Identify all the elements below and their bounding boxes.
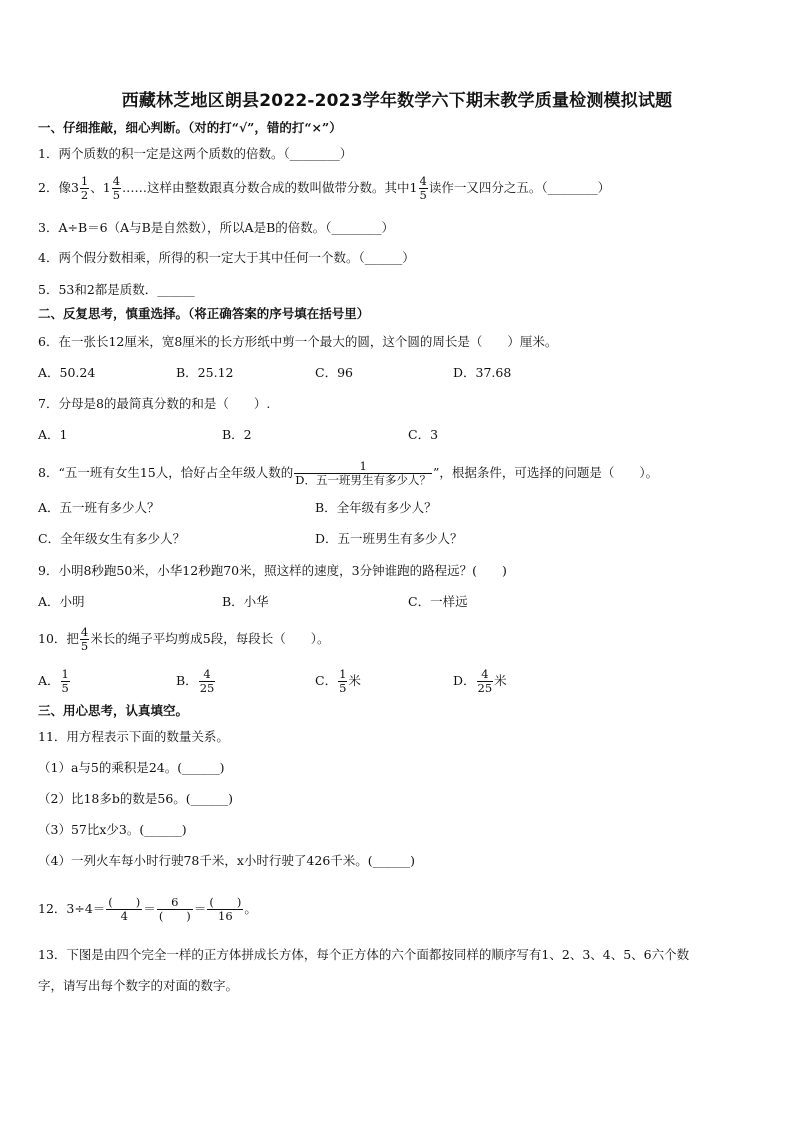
q2-whole-2: 1 — [102, 180, 111, 195]
q2-num-3: 4 — [419, 174, 427, 188]
q10-c-den: 5 — [339, 681, 347, 695]
q2-whole-3: 1 — [409, 180, 418, 195]
q11-part-3: （3）57比x少3。(______) — [38, 822, 187, 837]
q10-option-c — [315, 668, 361, 695]
q6-option-a: A．50.24 — [38, 365, 96, 380]
q7-option-c: C．3 — [408, 427, 439, 442]
q10-option-c-unit: 米 — [348, 673, 361, 688]
question-9: 9．小明8秒跑50米，小华12秒跑70米，照这样的速度，3分钟谁跑的路程远？( ) — [38, 563, 507, 578]
q2-fraction-2 — [112, 175, 121, 202]
q10-suffix: 米长的绳子平均剪成5段，每段长（ ）。 — [90, 631, 330, 646]
q12-f2-num: 6 — [171, 895, 179, 909]
question-10 — [38, 626, 329, 653]
q2-num-1: 1 — [80, 174, 89, 188]
q12-f3-den: 16 — [207, 909, 243, 923]
q8-fraction — [294, 460, 432, 487]
question-4: 4．两个假分数相乘，所得的积一定大于其中任何一个数。（______） — [38, 250, 415, 265]
question-5: 5．53和2都是质数．______ — [38, 282, 195, 297]
q10-option-a-label: A． — [38, 673, 60, 688]
q12-f2-den: ( ) — [157, 909, 193, 923]
q8-den: D．五一班男生有多少人？ — [295, 473, 431, 487]
q9-option-b: B．小华 — [222, 594, 269, 609]
q2-den-2: 5 — [112, 188, 121, 202]
q8-option-d: D．五一班男生有多少人？ — [315, 531, 463, 546]
question-2 — [38, 175, 610, 202]
q9-option-a: A．小明 — [38, 594, 85, 609]
q10-option-b — [176, 668, 216, 695]
q2-den-1: 2 — [80, 188, 89, 202]
q10-den: 5 — [80, 639, 89, 653]
q8-prefix: 8．“五一班有女生15人，恰好占全年级人数的 — [38, 465, 294, 480]
q8-num: 1 — [359, 459, 367, 473]
q10-option-c-fraction — [338, 668, 347, 695]
q11-part-2: （2）比18多b的数是56。(______) — [38, 791, 234, 806]
q12-fraction-1 — [106, 896, 142, 923]
q10-option-b-label: B． — [176, 673, 198, 688]
q10-prefix: 10．把 — [38, 631, 79, 646]
q10-option-a-fraction — [61, 668, 70, 695]
q12-equals-2: ＝ — [193, 901, 207, 916]
q2-mid: ……这样由整数跟真分数合成的数叫做带分数。其中 — [122, 180, 410, 195]
q2-fraction-1 — [80, 175, 89, 202]
section-3-heading: 三、用心思考，认真填空。 — [38, 703, 189, 718]
q2-den-3: 5 — [419, 188, 427, 202]
q2-num-2: 4 — [112, 174, 121, 188]
q10-d-den: 25 — [477, 681, 493, 695]
page-title: 西藏林芝地区朗县2022-2023学年数学六下期末教学质量检测模拟试题 — [121, 91, 673, 111]
q10-fraction — [80, 626, 89, 653]
q11-part-1: （1）a与5的乘积是24。(______) — [38, 760, 225, 775]
q7-option-a: A．1 — [38, 427, 68, 442]
question-13-line-2: 字，请写出每个数字的对面的数字。 — [38, 978, 239, 993]
question-1: 1．两个质数的积一定是这两个质数的倍数。（________） — [38, 146, 353, 161]
q7-option-b: B．2 — [222, 427, 252, 442]
q10-option-d-unit: 米 — [494, 673, 507, 688]
q10-option-d-fraction — [477, 668, 494, 695]
q8-option-c: C．全年级女生有多少人？ — [38, 531, 186, 546]
q10-c-num: 1 — [339, 667, 347, 681]
question-8 — [38, 460, 658, 487]
q8-option-b: B．全年级有多少人？ — [315, 500, 437, 515]
q8-suffix: ”，根据条件，可选择的问题是（ ）。 — [432, 465, 659, 480]
q2-prefix: 2．像 — [38, 180, 71, 195]
q10-d-num: 4 — [481, 667, 489, 681]
q2-whole-1: 3 — [70, 180, 79, 195]
q10-option-c-label: C． — [315, 673, 338, 688]
q10-b-den: 25 — [199, 681, 215, 695]
q12-f1-den: 4 — [106, 909, 142, 923]
q10-option-b-fraction — [199, 668, 216, 695]
question-11: 11．用方程表示下面的数量关系。 — [38, 729, 229, 744]
question-12 — [38, 896, 257, 923]
q12-end: 。 — [244, 901, 257, 916]
q12-prefix: 12．3÷4＝ — [38, 901, 106, 916]
q6-option-d: D．37.68 — [453, 365, 512, 380]
question-3: 3．A÷B＝6（A与B是自然数），所以A是B的倍数。（________） — [38, 220, 395, 235]
q2-suffix: 读作一又四分之五。（________） — [428, 180, 611, 195]
q6-option-b: B．25.12 — [176, 365, 234, 380]
q9-option-c: C．一样远 — [408, 594, 468, 609]
q12-fraction-2 — [157, 896, 193, 923]
q12-equals-1: ＝ — [143, 901, 156, 916]
q6-option-c: C．96 — [315, 365, 353, 380]
question-6: 6．在一张长12厘米，宽8厘米的长方形纸中剪一个最大的圆，这个圆的周长是（ ）厘米。 — [38, 334, 558, 349]
question-13-line-1: 13．下图是由四个完全一样的正方体拼成长方体，每个正方体的六个面都按同样的顺序写有1、2、3、4、5、6六个数 — [38, 947, 690, 962]
q2-fraction-3 — [419, 175, 428, 202]
q10-a-den: 5 — [61, 681, 69, 695]
q12-f1-num: ( ) — [108, 895, 141, 909]
q10-num: 4 — [80, 625, 89, 639]
q2-sep: 、 — [90, 180, 103, 195]
q10-b-num: 4 — [203, 667, 211, 681]
q12-fraction-3 — [207, 896, 243, 923]
q10-option-d — [453, 668, 507, 695]
question-7: 7．分母是8的最简真分数的和是（ ）. — [38, 396, 271, 411]
q10-option-d-label: D． — [453, 673, 476, 688]
q10-option-a — [38, 668, 71, 695]
section-1-heading: 一、仔细推敲，细心判断。（对的打“√”，错的打“×”） — [38, 120, 342, 135]
section-2-heading: 二、反复思考，慎重选择。（将正确答案的序号填在括号里） — [38, 306, 370, 321]
q11-part-4: （4）一列火车每小时行驶78千米，x小时行驶了426千米。(______) — [38, 853, 416, 868]
q10-a-num: 1 — [61, 667, 69, 681]
q8-option-a: A．五一班有多少人？ — [38, 500, 160, 515]
q12-f3-num: ( ) — [209, 895, 242, 909]
